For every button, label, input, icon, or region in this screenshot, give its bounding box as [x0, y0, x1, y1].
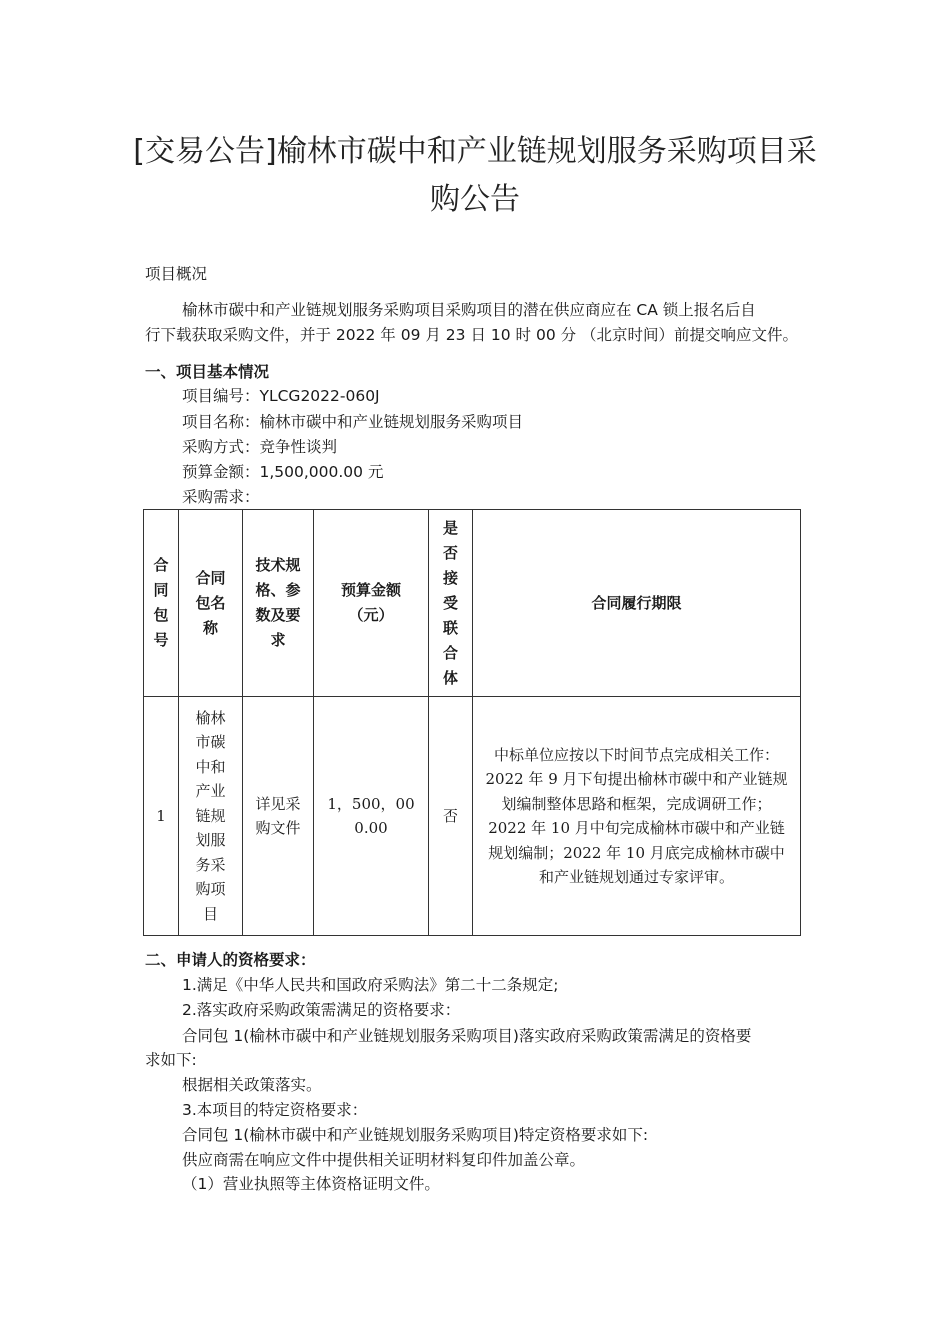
requirement-3: 3.本项目的特定资格要求： [182, 1101, 368, 1119]
section1-heading: 一、项目基本情况 [145, 363, 270, 381]
cell-consortium: 否 [429, 697, 473, 936]
cell-contract-period: 中标单位应按以下时间节点完成相关工作：2022 年 9 月下旬提出榆林市碳中和产业链规划编制整体思路和框架，完成调研工作；2022 年 10 月中旬完成榆林市碳中和产业链规划编制；2022 年 10 月底完成榆林市碳中和产业链规划通过专家评审。 [473, 697, 801, 936]
overview-text-line-1: 榆林市碳中和产业链规划服务采购项目采购项目的潜在供应商应在 CA 锁上报名后自 [182, 301, 756, 319]
requirement-2: 2.落实政府采购政策需满足的资格要求： [182, 1001, 461, 1019]
requirement-3-supply: 供应商需在响应文件中提供相关证明材料复印件加盖公章。 [182, 1151, 586, 1169]
header-budget: 预算金额（元） [314, 510, 429, 697]
requirement-2-policy: 根据相关政策落实。 [182, 1076, 322, 1094]
requirements-table [143, 509, 801, 936]
table-row [144, 697, 801, 936]
requirement-3-detail: 合同包 1(榆林市碳中和产业链规划服务采购项目)特定资格要求如下: [182, 1126, 649, 1144]
cell-package-number: 1 [144, 697, 179, 936]
overview-heading: 项目概况 [145, 265, 208, 283]
header-package-number: 合同包号 [144, 510, 179, 697]
requirement-2-detail-line-1: 合同包 1(榆林市碳中和产业链规划服务采购项目)落实政府采购政策需满足的资格要 [182, 1027, 752, 1045]
page-title: [交易公告]榆林市碳中和产业链规划服务采购项目采购公告 [133, 134, 817, 217]
header-package-name: 合同包名称 [179, 510, 243, 697]
section2-heading: 二、申请人的资格要求： [145, 951, 316, 969]
procurement-demand-label: 采购需求： [182, 488, 260, 506]
requirement-1: 1.满足《中华人民共和国政府采购法》第二十二条规定; [182, 976, 559, 994]
requirement-2-detail-line-2: 求如下: [145, 1051, 197, 1069]
cell-budget: 1，500，000.00 [314, 697, 429, 936]
procurement-method: 采购方式：竞争性谈判 [182, 438, 338, 456]
project-name: 项目名称：榆林市碳中和产业链规划服务采购项目 [182, 413, 524, 431]
header-technical-spec: 技术规格、参数及要求 [243, 510, 314, 697]
table-header-row [144, 510, 801, 697]
cell-technical-spec: 详见采购文件 [243, 697, 314, 936]
overview-text-line-2: 行下载获取采购文件，并于 2022 年 09 月 23 日 10 时 00 分 （北京时间）前提交响应文件。 [145, 326, 799, 344]
cell-package-name: 榆林市碳中和产业链规划服务采购项目 [179, 697, 243, 936]
budget-amount: 预算金额：1,500,000.00 元 [182, 463, 384, 481]
header-consortium: 是否接受联合体 [429, 510, 473, 697]
project-number: 项目编号：YLCG2022-060J [182, 387, 380, 405]
header-contract-period: 合同履行期限 [473, 510, 801, 697]
requirement-3-sub-1: （1）营业执照等主体资格证明文件。 [182, 1175, 440, 1193]
